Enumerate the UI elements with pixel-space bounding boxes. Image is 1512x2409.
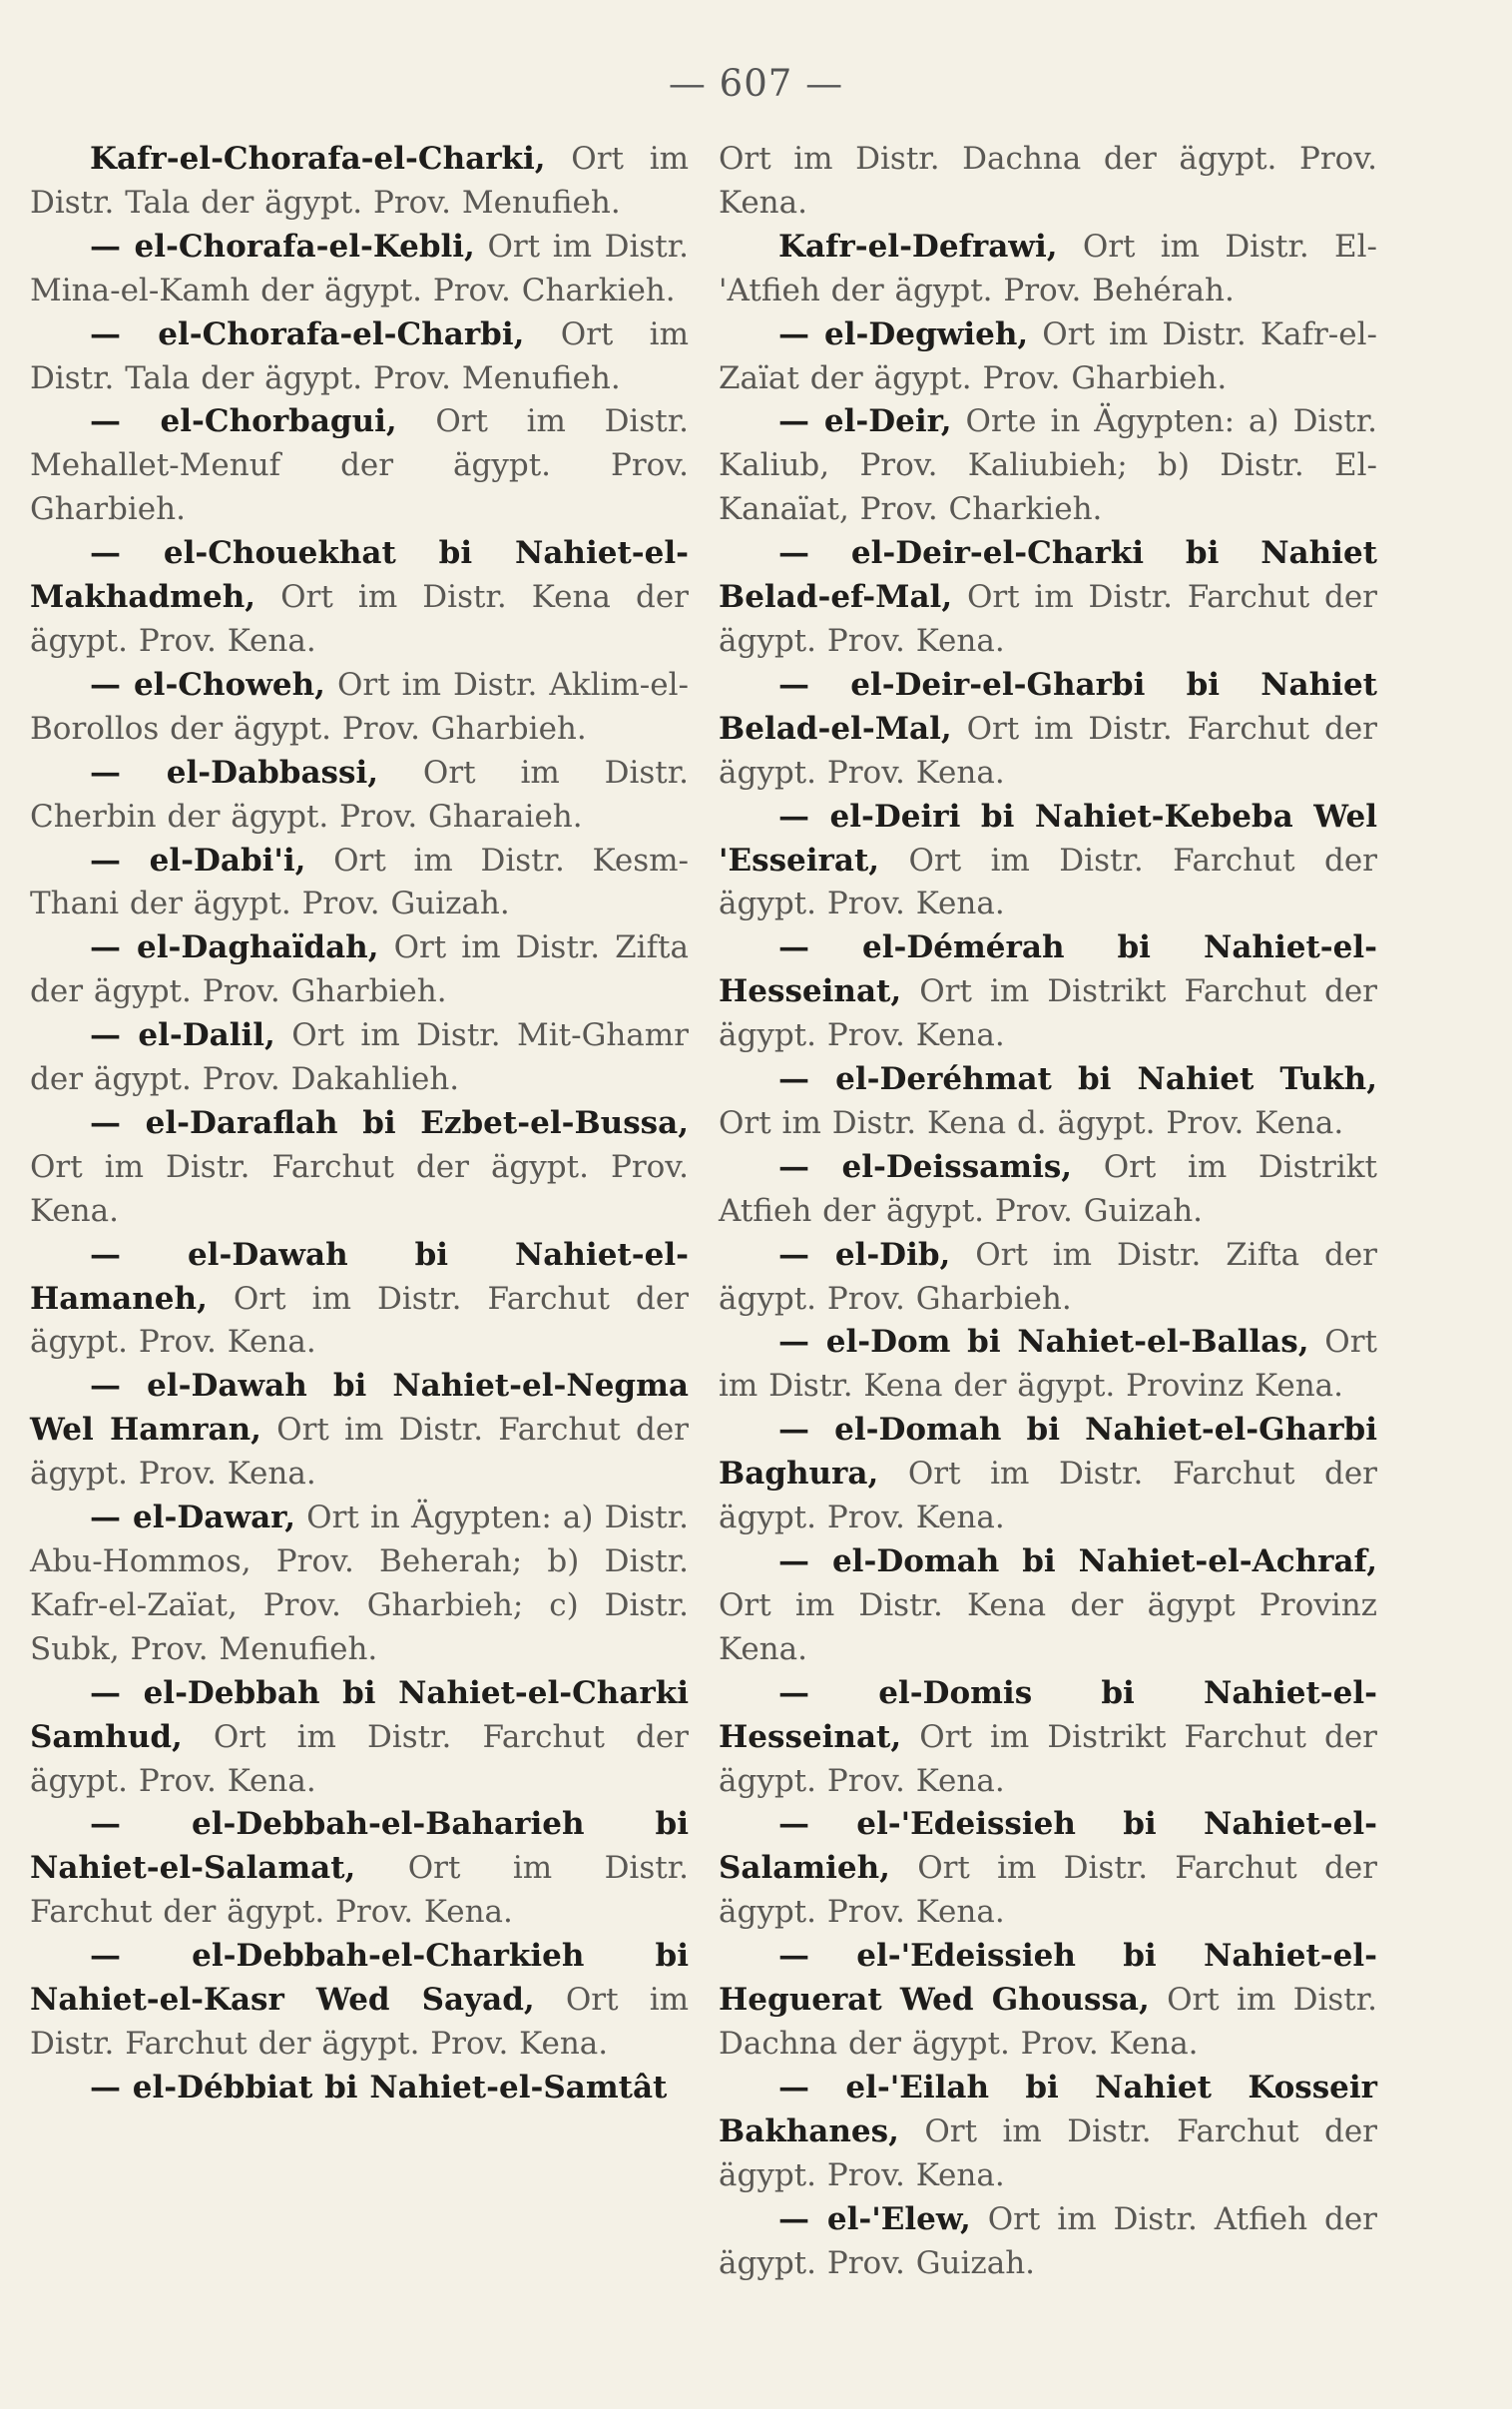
- entry-text: Ort im Distrikt Farchut der ägypt. Prov. Kena.: [719, 1718, 1377, 1799]
- entry-headword: — el-Daghaïdah,: [90, 929, 379, 966]
- entry-headword: — el-Dabbassi,: [90, 754, 379, 791]
- entry-headword: — el-Dalil,: [90, 1017, 275, 1054]
- right-column: [719, 138, 1377, 2285]
- entry: [30, 226, 689, 313]
- entry-text: Ort im Distr. Farchut der ägypt. Prov. Kena.: [719, 1456, 1377, 1536]
- entry-text: Ort im Distr. Dachna der ägypt. Prov. Kena.: [719, 141, 1377, 221]
- entry: [30, 664, 689, 752]
- entry: [719, 226, 1377, 313]
- entry-headword: — el-Deiri bi Nahiet-Kebeba Wel 'Esseirat,: [719, 798, 1377, 879]
- entry-text: Ort im Distr. Farchut der ägypt. Prov. Kena.: [719, 579, 1377, 659]
- entry: [30, 313, 689, 401]
- entry: [719, 1803, 1377, 1935]
- entry-headword: — el-Choweh,: [90, 666, 325, 703]
- entry: [30, 752, 689, 840]
- entry-text: Ort im Distrikt Farchut der ägypt. Prov. Kena.: [719, 973, 1377, 1054]
- entry: [30, 1935, 689, 2067]
- entry: [719, 1234, 1377, 1322]
- entry-text: Ort im Distr. Aklim-el-Borollos der ägypt. Prov. Gharbieh.: [30, 666, 689, 747]
- page-number: — 607 —: [668, 62, 844, 105]
- entry-text: Ort im Distr. Kena der ägypt. Prov. Kena.: [30, 579, 690, 659]
- entry-headword: — el-Dawar,: [90, 1500, 296, 1536]
- entry-text: Ort im Distr. Farchut der ägypt. Prov. Kena.: [719, 842, 1377, 922]
- entry-text: Ort im Distr. Cherbin der ägypt. Prov. Gharaieh.: [30, 754, 690, 835]
- entry: [30, 1497, 689, 1672]
- entry-headword: — el-'Edeissieh bi Nahiet-el-Heguerat Wed Ghoussa,: [719, 1938, 1377, 2019]
- entry-text: Ort im Distr. Kena der ägypt. Provinz Kena.: [719, 1324, 1377, 1405]
- entry-headword: — el-Daraflah bi Ezbet-el-Bussa,: [90, 1104, 689, 1141]
- entry-headword: Kafr-el-Chorafa-el-Charki,: [90, 141, 546, 177]
- entry-headword: — el-Dib,: [778, 1236, 951, 1273]
- entry: [719, 400, 1377, 532]
- entry-headword: — el-Debbah-el-Charkieh bi Nahiet-el-Kasr Wed Sayad,: [30, 1938, 689, 2019]
- entry: [30, 532, 689, 664]
- entry-headword: — el-'Elew,: [778, 2200, 971, 2237]
- entry-headword: — el-Chouekhat bi Nahiet-el-Makhadmeh,: [30, 535, 689, 616]
- entry-text: Ort im Distr. Farchut der ägypt. Prov. Kena.: [719, 2112, 1377, 2193]
- entry-headword: — el-Deissamis,: [778, 1148, 1073, 1185]
- entry-headword: — el-Domah bi Nahiet-el-Gharbi Baghura,: [719, 1412, 1377, 1493]
- entry-headword: — el-Dawah bi Nahiet-el-Hamaneh,: [30, 1236, 689, 1317]
- entry-headword: — el-Domis bi Nahiet-el-Hesseinat,: [719, 1674, 1377, 1755]
- entry: [719, 926, 1377, 1058]
- entry-headword: — el-Debbah bi Nahiet-el-Charki Samhud,: [30, 1674, 689, 1755]
- entry-text: Ort im Distr. Dachna der ägypt. Prov. Kena.: [719, 1982, 1377, 2062]
- entry-text: Ort im Distr. Kena d. ägypt. Prov. Kena.: [719, 1104, 1344, 1141]
- entry: [30, 1234, 689, 1366]
- entry-text: Ort im Distr. Mina-el-Kamh der ägypt. Prov. Charkieh.: [30, 228, 689, 308]
- entry-headword: Kafr-el-Defrawi,: [778, 228, 1058, 265]
- entry-headword: — el-Domah bi Nahiet-el-Achraf,: [778, 1543, 1377, 1579]
- entry-headword: — el-Dawah bi Nahiet-el-Negma Wel Hamran,: [30, 1368, 689, 1449]
- entry-headword: — el-Chorafa-el-Kebli,: [90, 228, 475, 265]
- entry-text: Ort im Distr. Farchut der ägypt. Prov. Kena.: [30, 1412, 689, 1493]
- entry-text: Ort im Distr. Zifta der ägypt. Prov. Gharbieh.: [30, 929, 689, 1010]
- entry: [719, 2067, 1377, 2198]
- entry: [719, 1935, 1377, 2067]
- entry: [30, 1803, 689, 1935]
- entry: [719, 532, 1377, 664]
- entry: [30, 1102, 689, 1234]
- entry: [719, 313, 1377, 401]
- entry-text: Ort in Ägypten: a) Distr. Abu-Hommos, Prov. Beherah; b) Distr. Kafr-el-Zaïat, Prov. Gharbieh; c) Distr. Subk, Prov. Menufieh.: [30, 1500, 689, 1667]
- entry: [30, 1014, 689, 1102]
- entry-headword: — el-Démérah bi Nahiet-el-Hesseinat,: [719, 929, 1377, 1010]
- entry: [719, 1672, 1377, 1804]
- entry-text: Ort im Distr. Farchut der ägypt. Prov. Kena.: [30, 1850, 689, 1931]
- entry: [30, 1365, 689, 1497]
- entry-text: Ort im Distr. Kesm-Thani der ägypt. Prov. Guizah.: [30, 842, 690, 922]
- entry-headword: — el-Deir,: [778, 403, 952, 440]
- entry-text: Ort im Distr. Kafr-el-Zaïat der ägypt. Prov. Gharbieh.: [719, 315, 1377, 396]
- entry-headword: — el-Debbah-el-Baharieh bi Nahiet-el-Salamat,: [30, 1806, 689, 1887]
- entry-headword: — el-Deir-el-Charki bi Nahiet Belad-ef-Mal,: [719, 535, 1377, 616]
- entry-headword: — el-'Edeissieh bi Nahiet-el-Salamieh,: [719, 1806, 1377, 1887]
- entry: [719, 664, 1377, 796]
- entry: [719, 1058, 1377, 1146]
- entry-text: Ort im Distr. Zifta der ägypt. Prov. Gharbieh.: [719, 1236, 1377, 1317]
- entry: [30, 926, 689, 1014]
- entry-text: Ort im Distr. El-'Atfieh der ägypt. Prov. Behérah.: [719, 228, 1378, 308]
- entry-headword: — el-Deir-el-Gharbi bi Nahiet Belad-el-Mal,: [719, 666, 1377, 747]
- entry-headword: — el-Deréhmat bi Nahiet Tukh,: [778, 1061, 1377, 1098]
- entry-text: Ort im Distr. Farchut der ägypt. Prov. Kena.: [30, 1280, 689, 1361]
- entry-text: Ort im Distr. Kena der ägypt Provinz Kena.: [719, 1586, 1377, 1667]
- entry-text: Ort im Distr. Tala der ägypt. Prov. Menufieh.: [30, 141, 690, 221]
- entry-headword: — el-Débbiat bi Nahiet-el-Samtât: [90, 2069, 668, 2106]
- entry-text: Ort im Distr. Atfieh der ägypt. Prov. Guizah.: [719, 2200, 1377, 2281]
- entry: [719, 1409, 1377, 1540]
- entry: [719, 1146, 1377, 1234]
- entry: [719, 2198, 1377, 2286]
- entry-continuation: [719, 138, 1377, 226]
- entry: [30, 138, 689, 226]
- entry-text: Ort im Distr. Farchut der ägypt. Prov. Kena.: [30, 1982, 689, 2062]
- entry: [719, 1321, 1377, 1409]
- entry-text: Ort im Distr. Mit-Ghamr der ägypt. Prov. Dakahlieh.: [30, 1017, 690, 1098]
- entry: [719, 796, 1377, 927]
- entry-text: Orte in Ägypten: a) Distr. Kaliub, Prov. Kaliubieh; b) Distr. El-Kanaïat, Prov. Charkieh.: [719, 403, 1377, 528]
- entry-headword: — el-Chorafa-el-Charbi,: [90, 315, 525, 352]
- entry-headword: — el-'Eilah bi Nahiet Kosseir Bakhanes,: [719, 2069, 1377, 2149]
- entry-text: Ort im Distr. Mehallet-Menuf der ägypt. Prov. Gharbieh.: [30, 403, 689, 528]
- entry-headword: — el-Dabi'i,: [90, 842, 306, 879]
- entry: [30, 2067, 689, 2110]
- entry-text: Ort im Distr. Farchut der ägypt. Prov. Kena.: [30, 1148, 689, 1229]
- entry-headword: — el-Dom bi Nahiet-el-Ballas,: [778, 1324, 1309, 1361]
- entry: [30, 1672, 689, 1804]
- entry-headword: — el-Degwieh,: [778, 315, 1029, 352]
- entry: [719, 1540, 1377, 1672]
- entry-text: Ort im Distr. Farchut der ägypt. Prov. Kena.: [719, 1850, 1377, 1931]
- entry-text: Ort im Distr. Farchut der ägypt. Prov. Kena.: [719, 710, 1377, 791]
- entry-text: Ort im Distr. Farchut der ägypt. Prov. Kena.: [30, 1718, 689, 1799]
- entry-text: Ort im Distr. Tala der ägypt. Prov. Menufieh.: [30, 315, 689, 396]
- entry: [30, 400, 689, 532]
- entry: [30, 840, 689, 927]
- entry-headword: — el-Chorbagui,: [90, 403, 397, 440]
- entry-text: Ort im Distrikt Atfieh der ägypt. Prov. Guizah.: [719, 1148, 1377, 1229]
- left-column: [30, 138, 689, 2110]
